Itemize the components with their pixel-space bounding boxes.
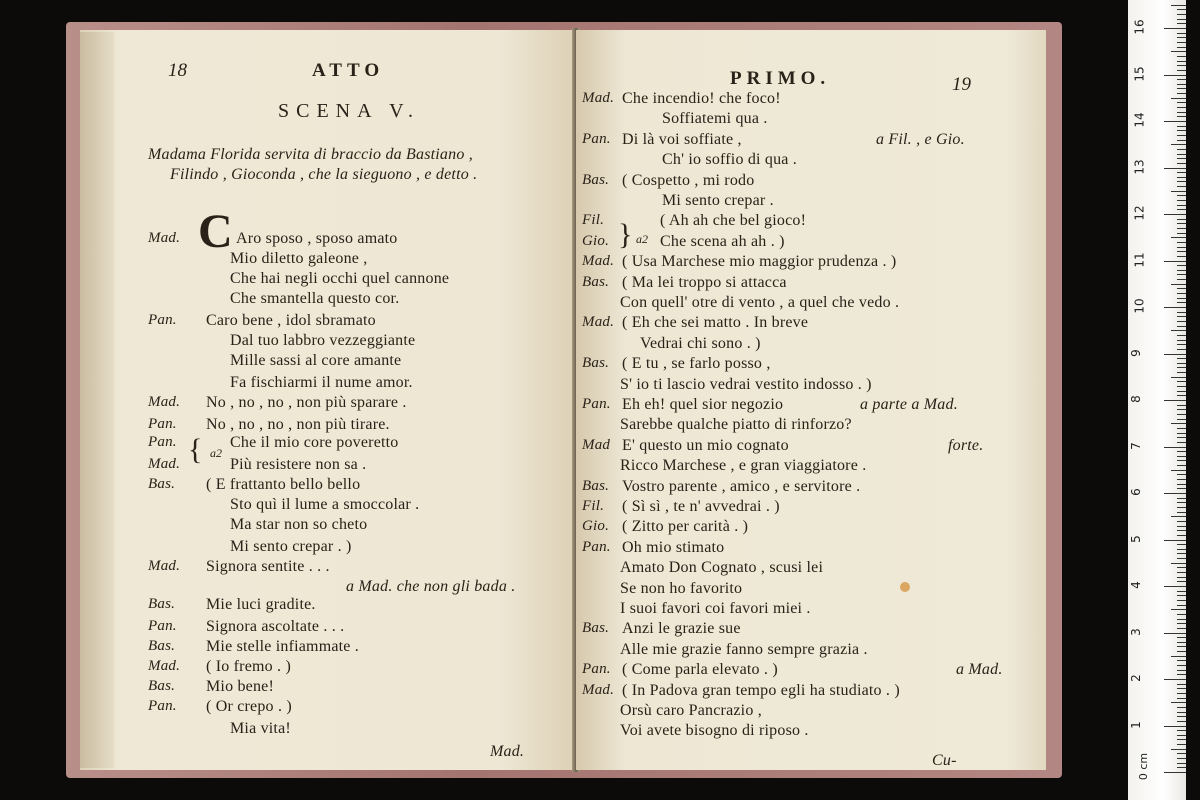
ruler-tick [1177,558,1186,559]
ruler-tick [1171,656,1186,657]
dialogue-line: Voi avete bisogno di riposo . [620,722,809,740]
speaker-label: Mad. [582,90,615,106]
ruler-tick [1177,605,1186,606]
speaker-label: Mad. [148,658,181,674]
ruler-tick [1177,223,1186,224]
ruler-tick [1177,386,1186,387]
ruler-tick [1171,516,1186,517]
ruler-tick [1164,493,1186,494]
speaker-label: Bas. [148,596,176,612]
dialogue-line: Che scena ah ah . ) [660,232,785,250]
stage-aside: a parte a Mad. [860,396,958,413]
ruler-tick [1177,442,1186,443]
ruler-tick [1177,340,1186,341]
ruler-tick [1177,270,1186,271]
catchword: Cu- [932,752,957,769]
dialogue-line: ( E frattanto bello bello [206,476,361,493]
ruler-tick [1177,712,1186,713]
ruler-tick [1177,135,1186,136]
page-number: 18 [168,60,187,81]
ruler-tick [1177,456,1186,457]
left-page [80,30,574,770]
ruler-tick [1164,75,1186,76]
ruler-tick [1164,447,1186,448]
ruler-tick [1177,358,1186,359]
dialogue-line: Di là voi soffiate , [622,130,742,148]
dialogue-line: Che il mio core poveretto [230,434,399,451]
dialogue-line: S' io ti lascio vedrai vestito indosso . ) [620,375,872,393]
ruler-tick [1177,228,1186,229]
dialogue-line: Vostro parente , amico , e servitore . [622,477,861,495]
ruler-tick [1177,577,1186,578]
ruler-tick [1177,474,1186,475]
dialogue-line: Che smantella questo cor. [230,290,400,307]
stage-aside: forte. [948,436,984,454]
brace-icon: } [618,218,633,251]
ruler-tick [1164,586,1186,587]
dialogue-line: Mie luci gradite. [206,596,316,613]
right-page [576,30,1046,770]
dialogue-line: Alle mie grazie fanno sempre grazia . [620,640,868,658]
ruler-tick [1177,321,1186,322]
ruler-tick [1171,51,1186,52]
dialogue-line: ( Cospetto , mi rodo [622,171,755,189]
ruler-tick [1177,484,1186,485]
ruler-tick [1177,521,1186,522]
speaker-label: Mad. [582,681,615,698]
dialogue-line: Ch' io soffio di qua . [662,151,797,169]
ruler-tick [1177,460,1186,461]
ruler-tick [1177,730,1186,731]
ruler-tick [1177,451,1186,452]
dialogue-line: Ma star non so cheto [230,516,368,533]
speaker-label: Mad [582,436,611,453]
dialogue-line: Mi sento crepar . [662,192,774,209]
dialogue-line: Mio diletto galeone , [230,250,368,267]
speaker-label: Bas. [582,355,610,372]
ruler-tick [1164,540,1186,541]
ruler-number: 12 [1132,205,1147,221]
ruler-tick [1177,61,1186,62]
page-number: 19 [952,74,971,95]
dialogue-line: Eh eh! quel sior negozio [622,396,784,413]
ruler-tick [1177,186,1186,187]
ruler-tick [1177,279,1186,280]
ruler-tick [1171,423,1186,424]
ruler-tick [1177,674,1186,675]
speaker-label: Bas. [148,638,176,654]
dialogue-line: Che hai negli occhi quel cannone [230,270,450,287]
ruler-tick [1177,488,1186,489]
dialogue-line: Orsù caro Pancrazio , [620,702,762,719]
ruler-tick [1177,758,1186,759]
ruler-tick [1171,470,1186,471]
ruler-number: 10 [1132,298,1147,314]
ruler-tick [1164,726,1186,727]
ruler-tick [1177,37,1186,38]
ruler-tick [1177,302,1186,303]
dialogue-line: Oh mio stimato [622,538,725,556]
ruler-tick [1177,107,1186,108]
ruler-tick [1177,372,1186,373]
ruler-tick [1177,739,1186,740]
dialogue-line: Mi sento crepar . ) [230,538,352,555]
dialogue-line: ( Io fremo . ) [206,658,291,675]
ruler-tick [1177,628,1186,629]
ruler-tick [1171,5,1186,6]
dialogue-line: Mie stelle infiammate . [206,638,359,655]
ruler-tick [1177,181,1186,182]
ruler-tick [1177,149,1186,150]
scene-title: SCENA V. [278,100,420,122]
ruler-tick [1177,665,1186,666]
ruler-tick [1177,65,1186,66]
ruler-tick [1177,414,1186,415]
ruler-tick [1177,614,1186,615]
ruler-tick [1177,219,1186,220]
catchword: Mad. [490,743,525,760]
ruler-number: 3 [1128,627,1143,636]
speaker-label: Bas. [148,476,176,492]
ruler-tick [1177,312,1186,313]
ruler-tick [1171,749,1186,750]
ruler-tick [1177,154,1186,155]
ruler-tick [1177,693,1186,694]
ruler-tick [1171,144,1186,145]
stage-aside: a Fil. , e Gio. [876,130,965,148]
ruler-tick [1177,595,1186,596]
ruler-tick [1177,130,1186,131]
ruler-tick [1177,335,1186,336]
ruler-number: 15 [1132,65,1147,82]
ruler-tick [1177,753,1186,754]
dialogue-line: Ricco Marchese , e gran viaggiatore . [620,457,867,475]
ruler-tick [1177,660,1186,661]
dialogue-line: Mio bene! [206,678,275,695]
dialogue-line: Signora sentite . . . [206,558,330,575]
stage-direction: Madama Florida servita di braccio da Bastiano , [148,146,473,163]
dialogue-line: ( Eh che sei matto . In breve [622,314,809,332]
ruler-tick [1177,349,1186,350]
ruler-tick [1177,79,1186,80]
ruler-number: 16 [1132,19,1147,35]
ruler-tick [1177,195,1186,196]
ruler-tick [1177,419,1186,420]
measurement-ruler [1128,0,1186,800]
stage-aside: a Mad. che non gli bada . [346,578,516,595]
ruler-tick [1177,70,1186,71]
ruler-number: 14 [1132,112,1147,128]
ruler-tick [1177,102,1186,103]
ruler-tick [1177,512,1186,513]
dialogue-line: Aro sposo , sposo amato [236,230,398,247]
dialogue-line: Amato Don Cognato , scusi lei [620,559,824,577]
speaker-label: Fil. [582,498,605,514]
ruler-number: 6 [1128,488,1143,496]
speaker-label: Fil. [582,212,605,229]
ruler-tick [1177,42,1186,43]
ruler-tick [1171,98,1186,99]
stage-direction: Filindo , Gioconda , che la sieguono , e detto . [170,166,478,183]
brace-icon: { [188,433,203,466]
ruler-number: 13 [1132,158,1147,175]
dialogue-line: ( Ah ah che bel gioco! [660,212,807,230]
ruler-tick [1177,112,1186,113]
ruler-tick [1164,121,1186,122]
dialogue-line: Mille sassi al core amante [230,352,402,369]
speaker-label: Mad. [582,314,615,331]
ruler-tick [1177,233,1186,234]
ruler-tick [1177,363,1186,364]
ruler-tick [1177,265,1186,266]
a2-marker: a2 [636,232,648,246]
dialogue-line: Fa fischiarmi il nume amor. [230,374,413,391]
ruler-tick [1164,772,1186,773]
ruler-unit: 0 cm [1137,752,1151,781]
speaker-label: Bas. [582,171,610,188]
ruler-tick [1177,200,1186,201]
ruler-tick [1177,735,1186,736]
ruler-tick [1177,646,1186,647]
dialogue-line: Caro bene , idol sbramato [206,312,376,329]
dialogue-line: ( Ma lei troppo si attacca [622,273,787,291]
dialogue-line: ( Sì sì , te n' avvedrai . ) [622,498,780,515]
ruler-tick [1177,209,1186,210]
ruler-tick [1177,242,1186,243]
speaker-label: Pan. [582,538,611,555]
speaker-label: Mad. [148,230,181,246]
ruler-tick [1164,214,1186,215]
speaker-label: Pan. [582,661,611,678]
dialogue-line: No , no , no , non più tirare. [206,416,390,433]
ruler-tick [1171,237,1186,238]
dialogue-line: Che incendio! che foco! [622,90,781,107]
speaker-label: Pan. [582,130,611,147]
ruler-tick [1164,400,1186,401]
ruler-tick [1171,702,1186,703]
ruler-tick [1177,163,1186,164]
dialogue-line: ( Zitto per carità . ) [622,518,749,536]
ruler-tick [1177,274,1186,275]
ruler-tick [1177,56,1186,57]
ruler-tick [1164,633,1186,634]
speaker-label: Pan. [582,396,611,412]
ruler-tick [1177,716,1186,717]
dialogue-line: Soffiatemi qua . [662,110,768,128]
ruler-tick [1177,84,1186,85]
speaker-label: Bas. [148,678,176,694]
ruler-number: 2 [1128,674,1143,682]
ruler-tick [1177,177,1186,178]
ruler-tick [1177,19,1186,20]
dialogue-line: ( Come parla elevato . ) [622,661,778,679]
ruler-tick [1177,316,1186,317]
ruler-tick [1177,47,1186,48]
ruler-tick [1177,140,1186,141]
speaker-label: Pan. [148,312,177,328]
dialogue-line: ( Or crepo . ) [206,698,292,715]
dialogue-line: Più resistere non sa . [230,456,367,473]
dialogue-line: Anzi le grazie sue [622,620,741,638]
ruler-number: 4 [1128,581,1143,589]
speaker-label: Pan. [148,618,177,634]
ruler-tick [1177,744,1186,745]
ruler-tick [1171,330,1186,331]
ruler-tick [1164,261,1186,262]
ruler-number: 9 [1128,348,1143,357]
drop-cap: C [198,205,233,258]
ruler-tick [1177,642,1186,643]
speaker-label: Gio. [582,232,610,249]
a2-marker: a2 [210,446,222,460]
ruler-tick [1177,530,1186,531]
ruler-tick [1177,381,1186,382]
ruler-tick [1177,288,1186,289]
ruler-tick [1177,698,1186,699]
running-header: ATTO [312,60,385,81]
running-header: PRIMO. [730,68,831,89]
dialogue-line: Se non ho favorito [620,579,743,597]
ruler-tick [1177,465,1186,466]
ruler-tick [1177,205,1186,206]
ruler-tick [1177,544,1186,545]
speaker-label: Bas. [582,273,610,290]
ruler-tick [1171,563,1186,564]
dialogue-line: Vedrai chi sono . ) [640,334,761,352]
ruler-tick [1177,367,1186,368]
ruler-tick [1177,116,1186,117]
dialogue-line: E' questo un mio cognato [622,436,789,454]
dialogue-line: Con quell' otre di vento , a quel che vedo . [620,294,900,311]
ruler-tick [1177,409,1186,410]
ruler-number: 7 [1128,441,1143,450]
ruler-tick [1177,684,1186,685]
ruler-tick [1177,428,1186,429]
ruler-tick [1177,126,1186,127]
page-edge [80,32,114,768]
ruler-tick [1177,721,1186,722]
ruler-tick [1177,14,1186,15]
ruler-tick [1177,767,1186,768]
speaker-label: Mad. [582,253,615,270]
foxing-stain [900,582,910,592]
dialogue-line: Signora ascoltate . . . [206,618,345,635]
ruler-tick [1177,567,1186,568]
ruler-number: 5 [1128,534,1143,543]
ruler-tick [1177,553,1186,554]
ruler-tick [1177,251,1186,252]
ruler-tick [1177,670,1186,671]
ruler-tick [1177,572,1186,573]
ruler-tick [1177,581,1186,582]
ruler-tick [1177,33,1186,34]
ruler-tick [1177,526,1186,527]
speaker-label: Bas. [582,477,610,494]
ruler-tick [1177,591,1186,592]
ruler-tick [1177,9,1186,10]
dialogue-line: No , no , no , non più sparare . [206,394,407,411]
ruler-tick [1164,168,1186,169]
ruler-tick [1177,498,1186,499]
ruler-tick [1177,158,1186,159]
ruler-tick [1177,507,1186,508]
ruler-tick [1177,479,1186,480]
dialogue-line: ( In Padova gran tempo egli ha studiato . ) [622,681,900,699]
ruler-tick [1177,763,1186,764]
ruler-tick [1177,298,1186,299]
ruler-tick [1177,23,1186,24]
ruler-tick [1164,354,1186,355]
ruler-tick [1177,707,1186,708]
ruler-tick [1171,609,1186,610]
ruler-tick [1177,619,1186,620]
ruler-tick [1177,535,1186,536]
ruler-tick [1177,600,1186,601]
speaker-label: Pan. [148,698,177,714]
ruler-tick [1177,172,1186,173]
ruler-number: 11 [1132,251,1147,268]
ruler-tick [1177,293,1186,294]
ruler-tick [1177,688,1186,689]
speaker-label: Mad. [148,394,181,410]
ruler-tick [1177,433,1186,434]
dialogue-line: Sto quì il lume a smoccolar . [230,496,420,513]
speaker-label: Pan. [148,434,177,450]
dialogue-line: Mia vita! [230,720,291,737]
ruler-tick [1177,344,1186,345]
ruler-tick [1177,623,1186,624]
ruler-tick [1177,326,1186,327]
speaker-label: Mad. [148,558,181,574]
ruler-tick [1177,391,1186,392]
dialogue-line: ( E tu , se farlo posso , [622,355,771,373]
ruler-tick [1164,679,1186,680]
ruler-tick [1177,247,1186,248]
dialogue-line: I suoi favori coi favori miei . [620,600,811,617]
ruler-number: 8 [1128,395,1143,403]
ruler-tick [1171,284,1186,285]
speaker-label: Gio. [582,518,610,535]
ruler-tick [1171,191,1186,192]
dialogue-line: Sarebbe qualche piatto di rinforzo? [620,416,852,434]
ruler-tick [1164,28,1186,29]
ruler-tick [1177,637,1186,638]
ruler-tick [1177,549,1186,550]
ruler-tick [1177,395,1186,396]
ruler-number: 1 [1128,720,1143,729]
ruler-tick [1177,93,1186,94]
dialogue-line: Dal tuo labbro vezzeggiante [230,332,416,349]
ruler-tick [1164,307,1186,308]
dialogue-line: ( Usa Marchese mio maggior prudenza . ) [622,253,897,271]
ruler-tick [1177,405,1186,406]
speaker-label: Bas. [582,620,610,637]
ruler-tick [1177,437,1186,438]
speaker-label: Mad. [148,456,181,472]
ruler-tick [1171,377,1186,378]
ruler-tick [1177,651,1186,652]
ruler-tick [1177,256,1186,257]
ruler-tick [1177,88,1186,89]
stage-aside: a Mad. [956,661,1003,679]
speaker-label: Pan. [148,416,177,432]
ruler-tick [1177,502,1186,503]
